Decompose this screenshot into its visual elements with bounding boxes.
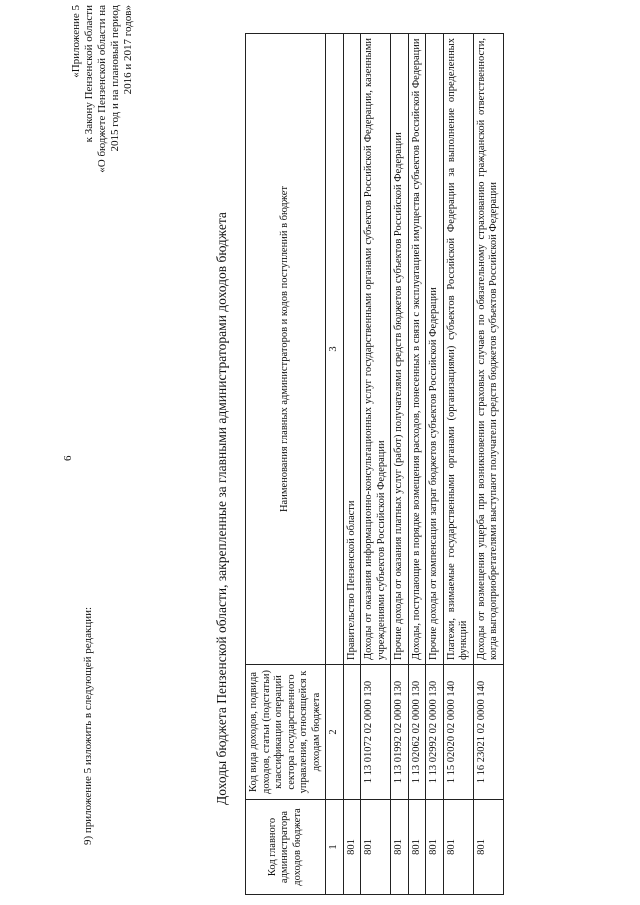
annex-line: 2015 год и на плановый период [109,5,121,152]
revenue-name-cell: Доходы от возмещения ущерба при возникновении страховых случаев по обязательному страхованию гражданской ответственности, когда выгодоприобретателями выступают получатели средств бюджетов субъектов Российской Федерации [473,34,503,665]
column-number: 3 [326,34,344,665]
column-number: 1 [326,800,344,895]
table-header-row [246,34,326,895]
annex-line: 2016 и 2017 годов» [122,5,134,95]
annex-header [70,5,135,200]
instruction-text: 9) приложение 5 изложить в следующей редакции: [82,606,94,845]
admin-code-cell: 801 [343,800,361,895]
annex-line: «О бюджете Пензенской области на [96,5,108,173]
table-row [443,34,473,895]
admin-code-cell: 801 [443,800,473,895]
admin-code-cell: 801 [426,800,444,895]
header-revenue-code: Код вида доходов, подвида доходов, статьи (подстатьи) классификации операций сектора государственного управления, относящейся к доходам бюджета [246,665,326,800]
revenue-code-cell: 1 13 01992 02 0000 130 [391,665,409,800]
table-column-numbers-row [326,34,344,895]
revenue-name-cell: Платежи, взимаемые государственными органами (организациями) субъектов Российской Федерации за выполнение определенных функций [443,34,473,665]
revenue-code-cell: 1 13 02992 02 0000 130 [426,665,444,800]
page-number: 6 [62,455,74,461]
table-row [408,34,426,895]
document-title: Доходы бюджета Пензенской области, закрепленные за главными администраторами доходов бюджета [214,212,229,805]
table-row [361,34,391,895]
admin-code-cell: 801 [408,800,426,895]
revenue-code-cell [343,665,361,800]
revenue-name-cell: Доходы от оказания информационно-консультационных услуг государственными органами субъектов Российской Федерации, казенными учреждениями субъектов Российской Федерации [361,34,391,665]
revenue-code-cell: 1 16 23021 02 0000 140 [473,665,503,800]
table-row [343,34,361,895]
header-name: Наименования главных администраторов и кодов поступлений в бюджет [246,34,326,665]
annex-line: «Приложение 5 [70,5,82,78]
revenue-code-cell: 1 13 02062 02 0000 130 [408,665,426,800]
revenue-table [245,33,504,895]
admin-code-cell: 801 [391,800,409,895]
revenue-name-cell: Прочие доходы от компенсации затрат бюджетов субъектов Российской Федерации [426,34,444,665]
table-row [391,34,409,895]
column-number: 2 [326,665,344,800]
header-admin-code: Код главного администратора доходов бюджета [246,800,326,895]
revenue-name-cell: Правительство Пензенской области [343,34,361,665]
admin-code-cell: 801 [473,800,503,895]
table-row [473,34,503,895]
revenue-code-cell: 1 15 02020 02 0000 140 [443,665,473,800]
revenue-name-cell: Прочие доходы от оказания платных услуг (работ) получателями средств бюджетов субъектов Российской Федерации [391,34,409,665]
admin-code-cell: 801 [361,800,391,895]
revenue-name-cell: Доходы, поступающие в порядке возмещения расходов, понесенных в связи с эксплуатацией имущества субъектов Российской Федерации [408,34,426,665]
table-row [426,34,444,895]
revenue-code-cell: 1 13 01072 02 0000 130 [361,665,391,800]
annex-line: к Закону Пензенской области [83,5,95,143]
